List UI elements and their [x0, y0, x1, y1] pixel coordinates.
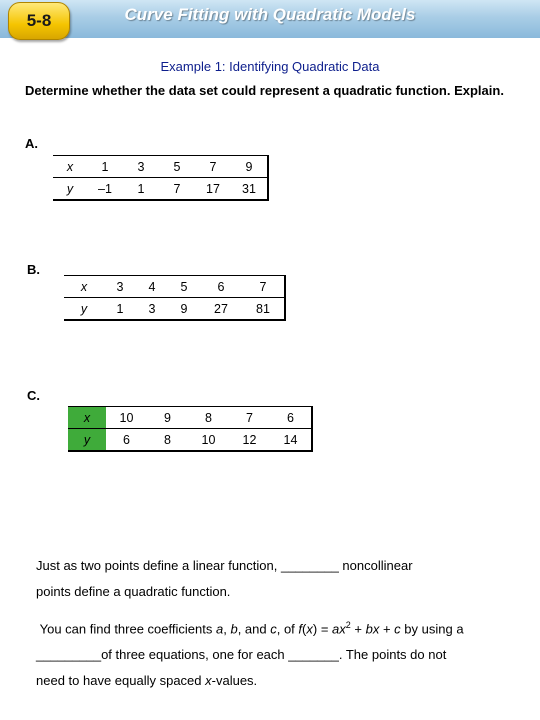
table-part-c [68, 406, 313, 452]
prompt-text: Determine whether the data set could represent a quadratic function. Explain. [25, 83, 504, 98]
y-value: 10 [188, 429, 229, 452]
x-value: 7 [195, 156, 231, 178]
y-value: 8 [147, 429, 188, 452]
x-value: 9 [231, 156, 268, 178]
x-value: 5 [168, 276, 200, 298]
row-label-y: y [53, 178, 87, 201]
table-row [64, 298, 285, 321]
y-value: 1 [123, 178, 159, 201]
paragraph-line: Just as two points define a linear function, ________ noncollinear [36, 558, 413, 573]
x-value: 8 [188, 407, 229, 429]
table-row [53, 178, 268, 201]
table-row [68, 407, 312, 429]
y-value: 3 [136, 298, 168, 321]
y-value: 81 [242, 298, 285, 321]
part-a-label: A. [25, 136, 38, 151]
y-value: 1 [104, 298, 136, 321]
row-label-x: x [53, 156, 87, 178]
x-value: 6 [270, 407, 312, 429]
row-label-y: y [64, 298, 104, 321]
paragraph-linear-vs-quadratic [36, 553, 413, 605]
x-value: 3 [123, 156, 159, 178]
paragraph-line: need to have equally spaced x-values. [36, 673, 258, 689]
x-value: 1 [87, 156, 123, 178]
table-part-b [64, 275, 286, 321]
lesson-badge: 5-8 [8, 2, 70, 40]
x-value: 4 [136, 276, 168, 298]
paragraph-line: points define a quadratic function. [36, 584, 231, 599]
y-value: 12 [229, 429, 270, 452]
y-value: 17 [195, 178, 231, 201]
x-value: 5 [159, 156, 195, 178]
part-c-label: C. [27, 388, 40, 403]
table-row [68, 429, 312, 452]
example-title: Example 1: Identifying Quadratic Data [160, 59, 380, 74]
row-label-x: x [64, 276, 104, 298]
row-label-x: x [68, 407, 106, 429]
x-value: 9 [147, 407, 188, 429]
table-row [64, 276, 285, 298]
table-part-a [53, 155, 269, 201]
table-row [53, 156, 268, 178]
lesson-title: Curve Fitting with Quadratic Models [124, 5, 416, 24]
x-value: 3 [104, 276, 136, 298]
y-value: 9 [168, 298, 200, 321]
part-b-label: B. [27, 262, 40, 277]
x-value: 6 [200, 276, 242, 298]
paragraph-line: You can find three coefficients a, b, and c, of $f(x) = ax^2$ + bx + c by using a [39, 620, 464, 637]
y-value: 14 [270, 429, 312, 452]
x-value: 10 [106, 407, 147, 429]
x-value: 7 [229, 407, 270, 429]
y-value: –1 [87, 178, 123, 201]
y-value: 31 [231, 178, 268, 201]
y-value: 6 [106, 429, 147, 452]
paragraph-line: _________of three equations, one for each _______. The points do not [36, 647, 447, 663]
row-label-y: y [68, 429, 106, 452]
paragraph-coefficients [36, 612, 464, 694]
x-value: 7 [242, 276, 285, 298]
y-value: 27 [200, 298, 242, 321]
y-value: 7 [159, 178, 195, 201]
